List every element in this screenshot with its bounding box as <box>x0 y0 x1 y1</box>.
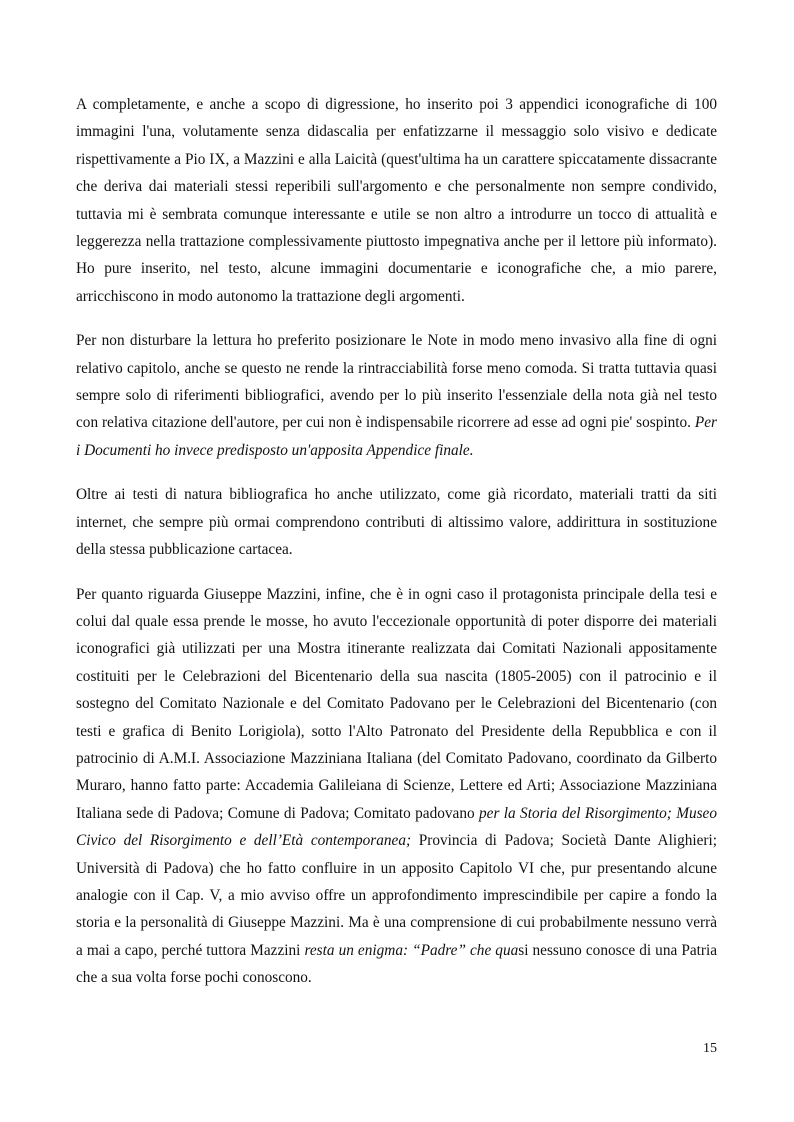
paragraph-mazzini-text-1: Per quanto riguarda Giuseppe Mazzini, infine, che è in ogni caso il protagonista principale della tesi e colui dal quale essa prende le mosse, ho avuto l'eccezionale opportunità di poter disporre dei materiali iconografici già utilizzati per una Mostra itinerante realizzata dai Comitati Nazionali appositamente costituiti per le Celebrazioni del Bicentenario della sua nascita (1805-2005) con il patrocinio e il sostegno del Comitato Nazionale e del Comitato Padovano per le Celebrazioni del Bicentenario (con testi e grafica di Benito Lorigiola), sotto l'Alto Patronato del Presidente della Repubblica e con il patrocinio di A.M.I. Associazione Mazziniana Italiana (del Comitato Padovano, coordinato da Gilberto Muraro, hanno fatto parte: Accademia Galileiana di Scienze, Lettere ed Arti; Associazione Mazziniana Italiana sede di Padova; Comune di Padova; Comitato padovano <box>76 585 717 822</box>
paragraph-mazzini-text-2: Provincia di Padova; Società Dante Alighieri; Università di Padova) che ho fatto confluire in un apposito Capitolo VI che, pur presentando alcune analogie con il Cap. V, a mio avviso offre un approfondimento imprescindibile per capire a fondo la storia e la personalità di Giuseppe Mazzini. Ma è una comprensione di cui probabilmente nessuno verrà a mai a capo, perché tuttora Mazzini <box>76 832 717 959</box>
paragraph-mazzini-text-3: si nessuno conosce di una Patria che a sua volta forse pochi conoscono. <box>76 941 718 987</box>
paragraph-mazzini <box>76 581 717 992</box>
paragraph-note-text: Per non disturbare la lettura ho preferito posizionare le Note in modo meno invasivo alla fine di ogni relativo capitolo, anche se questo ne rende la rintracciabilità forse meno comoda. Si tratta tuttavia quasi sempre solo di riferimenti bibliografici, avendo per lo più inserito l'essenziale della nota già nel testo con relativa citazione dell'autore, per cui non è indispensabile ricorrere ad esse ad ogni pie' sospinto. <box>76 332 717 432</box>
paragraph-note <box>76 327 717 464</box>
paragraph-mazzini-italic-1: per la Storia del Risorgimento; Museo Civico del Risorgimento e dell’Età contemporanea; <box>76 804 717 850</box>
paragraph-internet <box>76 481 717 563</box>
paragraph-note-italic: Per i Documenti ho invece predisposto un'apposita Appendice finale. <box>76 414 717 459</box>
paragraph-appendici-text: A completamente, e anche a scopo di digressione, ho inserito poi 3 appendici iconografiche di 100 immagini l'una, volutamente senza didascalia per enfatizzarne il messaggio solo visivo e dedicate rispettivamente a Pio IX, a Mazzini e alla Laicità (quest'ultima ha un carattere spiccatamente dissacrante che deriva dai materiali stessi reperibili sull'argomento e che personalmente non sempre condivido, tuttavia mi è sembrata comunque interessante e utile se non altro a introdurre un tocco di attualità e leggerezza nella trattazione complessivamente piuttosto impegnativa anche per il lettore più informato). Ho pure inserito, nel testo, alcune immagini documentarie e iconografiche che, a mio parere, arricchiscono in modo autonomo la trattazione degli argomenti. <box>76 96 717 305</box>
page-number: 15 <box>703 1041 717 1056</box>
paragraph-appendici <box>76 91 717 310</box>
paragraph-internet-text: Oltre ai testi di natura bibliografica ho anche utilizzato, come già ricordato, materiali tratti da siti internet, che sempre più ormai comprendono contributi di altissimo valore, addirittura in sostituzione della stessa pubblicazione cartacea. <box>76 486 717 559</box>
paragraph-mazzini-italic-2: resta un enigma: “Padre” che qua <box>304 941 519 959</box>
document-body <box>76 91 717 992</box>
